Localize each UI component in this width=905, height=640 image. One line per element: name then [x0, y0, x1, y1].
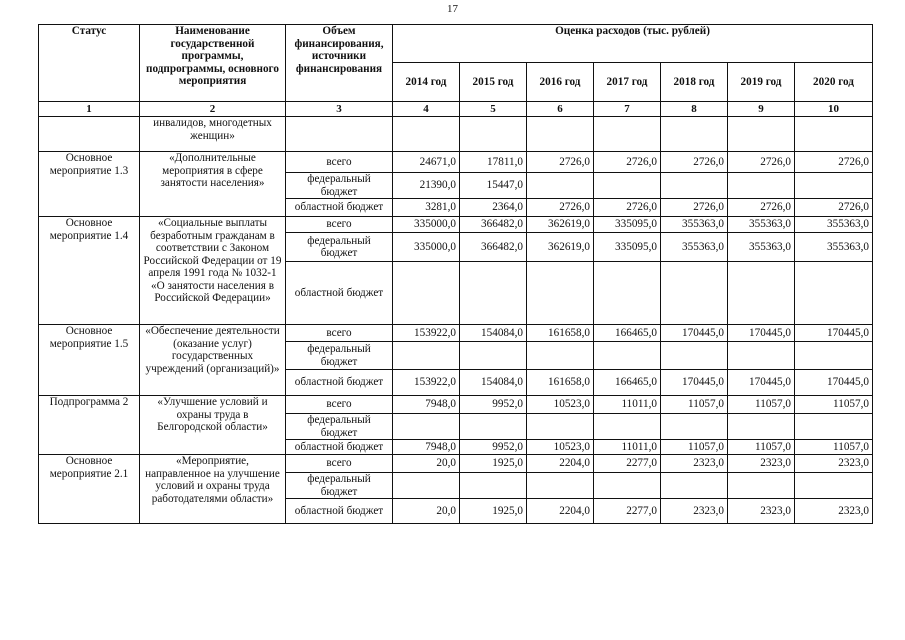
column-number-5: 5 — [460, 102, 527, 117]
value-cell-2015-год: 154084,0 — [460, 325, 527, 342]
value-cell-2018-год: 2726,0 — [661, 199, 728, 217]
program-name-cell: «Обеспечение деятельности (оказание услуг) государственных учреждений (организаций)» — [140, 325, 286, 396]
value-cell-2016-год — [527, 473, 594, 499]
value-cell-2015-год: 2364,0 — [460, 199, 527, 217]
value-cell-2018-год — [661, 262, 728, 325]
status-cell: Основное мероприятие 2.1 — [39, 455, 140, 524]
value-cell-2018-год: 170445,0 — [661, 370, 728, 396]
header-name: Наименование государственной программы, подпрограммы, основного мероприятия — [140, 25, 286, 102]
status-cell: Основное мероприятие 1.5 — [39, 325, 140, 396]
value-cell-2020-год: 11057,0 — [795, 440, 873, 455]
value-cell-2016-год: 362619,0 — [527, 233, 594, 262]
value-cell-2019-год: 2726,0 — [728, 199, 795, 217]
value-cell-2017-год: 11011,0 — [594, 440, 661, 455]
value-cell-2015-год: 366482,0 — [460, 217, 527, 233]
value-cell-2016-год: 161658,0 — [527, 325, 594, 342]
funding-source-cell: федеральный бюджет — [286, 473, 393, 499]
value-cell-2017-год: 2277,0 — [594, 499, 661, 524]
value-cell-2016-год — [527, 173, 594, 199]
value-cell-2019-год — [728, 262, 795, 325]
value-cell-2016-год: 2204,0 — [527, 499, 594, 524]
page-number: 17 — [447, 3, 458, 15]
column-number-7: 7 — [594, 102, 661, 117]
value-cell-2015-год: 9952,0 — [460, 440, 527, 455]
value-cell-2018-год: 355363,0 — [661, 233, 728, 262]
table-row — [39, 325, 873, 342]
header-source: Объем финансирования, источники финансирования — [286, 25, 393, 102]
funding-source-cell: федеральный бюджет — [286, 342, 393, 370]
value-cell-2015-год — [460, 473, 527, 499]
continuation-row — [39, 117, 873, 152]
budget-table — [38, 24, 873, 524]
value-cell-2017-год — [594, 173, 661, 199]
value-cell-2019-год: 170445,0 — [728, 370, 795, 396]
value-cell-2020-год — [795, 473, 873, 499]
value-cell-2015-год: 9952,0 — [460, 396, 527, 414]
value-cell-2020-год: 170445,0 — [795, 370, 873, 396]
value-cell-2016-год — [527, 414, 594, 440]
value-cell-2018-год: 11057,0 — [661, 440, 728, 455]
value-cell-2018-год: 2726,0 — [661, 152, 728, 173]
value-cell-2017-год: 2726,0 — [594, 199, 661, 217]
value-cell-2019-год: 11057,0 — [728, 440, 795, 455]
value-cell-2018-год: 355363,0 — [661, 217, 728, 233]
value-cell-2017-год — [594, 342, 661, 370]
column-number-3: 3 — [286, 102, 393, 117]
value-cell-2018-год: 11057,0 — [661, 396, 728, 414]
column-numbers-row — [39, 102, 873, 117]
funding-source-cell: федеральный бюджет — [286, 233, 393, 262]
value-cell-2020-год: 2323,0 — [795, 455, 873, 473]
table-row — [39, 396, 873, 414]
value-cell-2015-год — [460, 414, 527, 440]
value-cell-2017-год: 166465,0 — [594, 370, 661, 396]
funding-source-cell: всего — [286, 396, 393, 414]
program-name-cell: «Улучшение условий и охраны труда в Белгородской области» — [140, 396, 286, 455]
table-header — [39, 25, 873, 102]
value-cell-2014-год: 24671,0 — [393, 152, 460, 173]
value-cell-2017-год: 335095,0 — [594, 217, 661, 233]
value-cell-2014-год — [393, 414, 460, 440]
funding-source-cell: областной бюджет — [286, 262, 393, 325]
header-year-5: 2018 год — [661, 63, 728, 102]
value-cell-2016-год: 362619,0 — [527, 217, 594, 233]
funding-source-cell: федеральный бюджет — [286, 173, 393, 199]
value-cell-2019-год: 2323,0 — [728, 455, 795, 473]
status-cell: Подпрограмма 2 — [39, 396, 140, 455]
value-cell-2017-год — [594, 473, 661, 499]
table-row — [39, 217, 873, 233]
header-status: Статус — [39, 25, 140, 102]
value-cell-2014-год: 7948,0 — [393, 440, 460, 455]
header-year-7: 2020 год — [795, 63, 873, 102]
value-cell-2015-год: 366482,0 — [460, 233, 527, 262]
value-cell-2018-год: 2323,0 — [661, 499, 728, 524]
value-cell-2018-год — [661, 173, 728, 199]
value-cell-2017-год — [594, 414, 661, 440]
value-cell-2017-год: 2277,0 — [594, 455, 661, 473]
value-cell-2020-год: 11057,0 — [795, 396, 873, 414]
value-cell-2020-год: 2323,0 — [795, 499, 873, 524]
value-cell-2016-год: 10523,0 — [527, 396, 594, 414]
funding-source-cell: областной бюджет — [286, 499, 393, 524]
value-cell-2019-год: 170445,0 — [728, 325, 795, 342]
value-cell-2015-год: 17811,0 — [460, 152, 527, 173]
funding-source-cell: федеральный бюджет — [286, 414, 393, 440]
value-cell-2014-год: 153922,0 — [393, 325, 460, 342]
program-name-cell: «Социальные выплаты безработным гражданам в соответствии с Законом Российской Федерации от 19 апреля 1991 года № 1032-1 «О занятости населения в Российской Федерации» — [140, 217, 286, 325]
column-number-2: 2 — [140, 102, 286, 117]
value-cell-2015-год: 15447,0 — [460, 173, 527, 199]
value-cell-2014-год: 21390,0 — [393, 173, 460, 199]
value-cell-2016-год: 2726,0 — [527, 199, 594, 217]
value-cell-2017-год — [594, 262, 661, 325]
value-cell-2015-год: 1925,0 — [460, 455, 527, 473]
value-cell-2019-год: 355363,0 — [728, 233, 795, 262]
table-row — [39, 152, 873, 173]
funding-source-cell: всего — [286, 325, 393, 342]
table-row — [39, 455, 873, 473]
value-cell-2019-год: 2323,0 — [728, 499, 795, 524]
header-year-4: 2017 год — [594, 63, 661, 102]
value-cell-2014-год: 20,0 — [393, 499, 460, 524]
value-cell-2020-год: 2726,0 — [795, 152, 873, 173]
value-cell-2014-год — [393, 262, 460, 325]
value-cell-2019-год: 355363,0 — [728, 217, 795, 233]
column-number-4: 4 — [393, 102, 460, 117]
funding-source-cell: областной бюджет — [286, 370, 393, 396]
status-cell: Основное мероприятие 1.4 — [39, 217, 140, 325]
value-cell-2018-год — [661, 342, 728, 370]
value-cell-2016-год: 10523,0 — [527, 440, 594, 455]
value-cell-2019-год — [728, 342, 795, 370]
value-cell-2018-год — [661, 473, 728, 499]
value-cell-2014-год: 20,0 — [393, 455, 460, 473]
value-cell-2017-год: 11011,0 — [594, 396, 661, 414]
value-cell-2015-год — [460, 342, 527, 370]
value-cell-2020-год: 2726,0 — [795, 199, 873, 217]
value-cell-2020-год — [795, 262, 873, 325]
value-cell-2015-год — [460, 262, 527, 325]
value-cell-2018-год: 170445,0 — [661, 325, 728, 342]
table-body — [39, 102, 873, 524]
value-cell-2019-год — [728, 173, 795, 199]
column-number-9: 9 — [728, 102, 795, 117]
value-cell-2017-год: 335095,0 — [594, 233, 661, 262]
value-cell-2016-год — [527, 342, 594, 370]
value-cell-2014-год: 7948,0 — [393, 396, 460, 414]
funding-source-cell: всего — [286, 455, 393, 473]
value-cell-2020-год — [795, 414, 873, 440]
column-number-1: 1 — [39, 102, 140, 117]
value-cell-2019-год: 2726,0 — [728, 152, 795, 173]
header-year-1: 2014 год — [393, 63, 460, 102]
header-year-3: 2016 год — [527, 63, 594, 102]
header-year-2: 2015 год — [460, 63, 527, 102]
column-number-6: 6 — [527, 102, 594, 117]
value-cell-2016-год: 2726,0 — [527, 152, 594, 173]
value-cell-2015-год: 1925,0 — [460, 499, 527, 524]
continuation-status-cell — [39, 117, 140, 152]
value-cell-2016-год: 161658,0 — [527, 370, 594, 396]
funding-source-cell: всего — [286, 152, 393, 173]
value-cell-2014-год: 335000,0 — [393, 233, 460, 262]
header-year-6: 2019 год — [728, 63, 795, 102]
status-cell: Основное мероприятие 1.3 — [39, 152, 140, 217]
value-cell-2019-год: 11057,0 — [728, 396, 795, 414]
value-cell-2020-год: 355363,0 — [795, 217, 873, 233]
value-cell-2017-год: 166465,0 — [594, 325, 661, 342]
value-cell-2020-год: 355363,0 — [795, 233, 873, 262]
value-cell-2020-год — [795, 342, 873, 370]
value-cell-2016-год — [527, 262, 594, 325]
value-cell-2014-год — [393, 473, 460, 499]
value-cell-2014-год — [393, 342, 460, 370]
value-cell-2019-год — [728, 414, 795, 440]
value-cell-2020-год: 170445,0 — [795, 325, 873, 342]
funding-source-cell: областной бюджет — [286, 199, 393, 217]
program-name-cell: «Мероприятие, направленное на улучшение условий и охраны труда работодателями области» — [140, 455, 286, 524]
value-cell-2014-год: 3281,0 — [393, 199, 460, 217]
column-number-8: 8 — [661, 102, 728, 117]
program-name-cell: «Дополнительные мероприятия в сфере занятости населения» — [140, 152, 286, 217]
column-number-10: 10 — [795, 102, 873, 117]
value-cell-2015-год: 154084,0 — [460, 370, 527, 396]
value-cell-2019-год — [728, 473, 795, 499]
value-cell-2014-год: 335000,0 — [393, 217, 460, 233]
value-cell-2018-год — [661, 414, 728, 440]
value-cell-2018-год: 2323,0 — [661, 455, 728, 473]
value-cell-2017-год: 2726,0 — [594, 152, 661, 173]
continuation-name-cell: инвалидов, многодетных женщин» — [140, 117, 286, 152]
funding-source-cell: всего — [286, 217, 393, 233]
header-costs: Оценка расходов (тыс. рублей) — [393, 25, 873, 63]
value-cell-2020-год — [795, 173, 873, 199]
value-cell-2016-год: 2204,0 — [527, 455, 594, 473]
value-cell-2014-год: 153922,0 — [393, 370, 460, 396]
funding-source-cell: областной бюджет — [286, 440, 393, 455]
